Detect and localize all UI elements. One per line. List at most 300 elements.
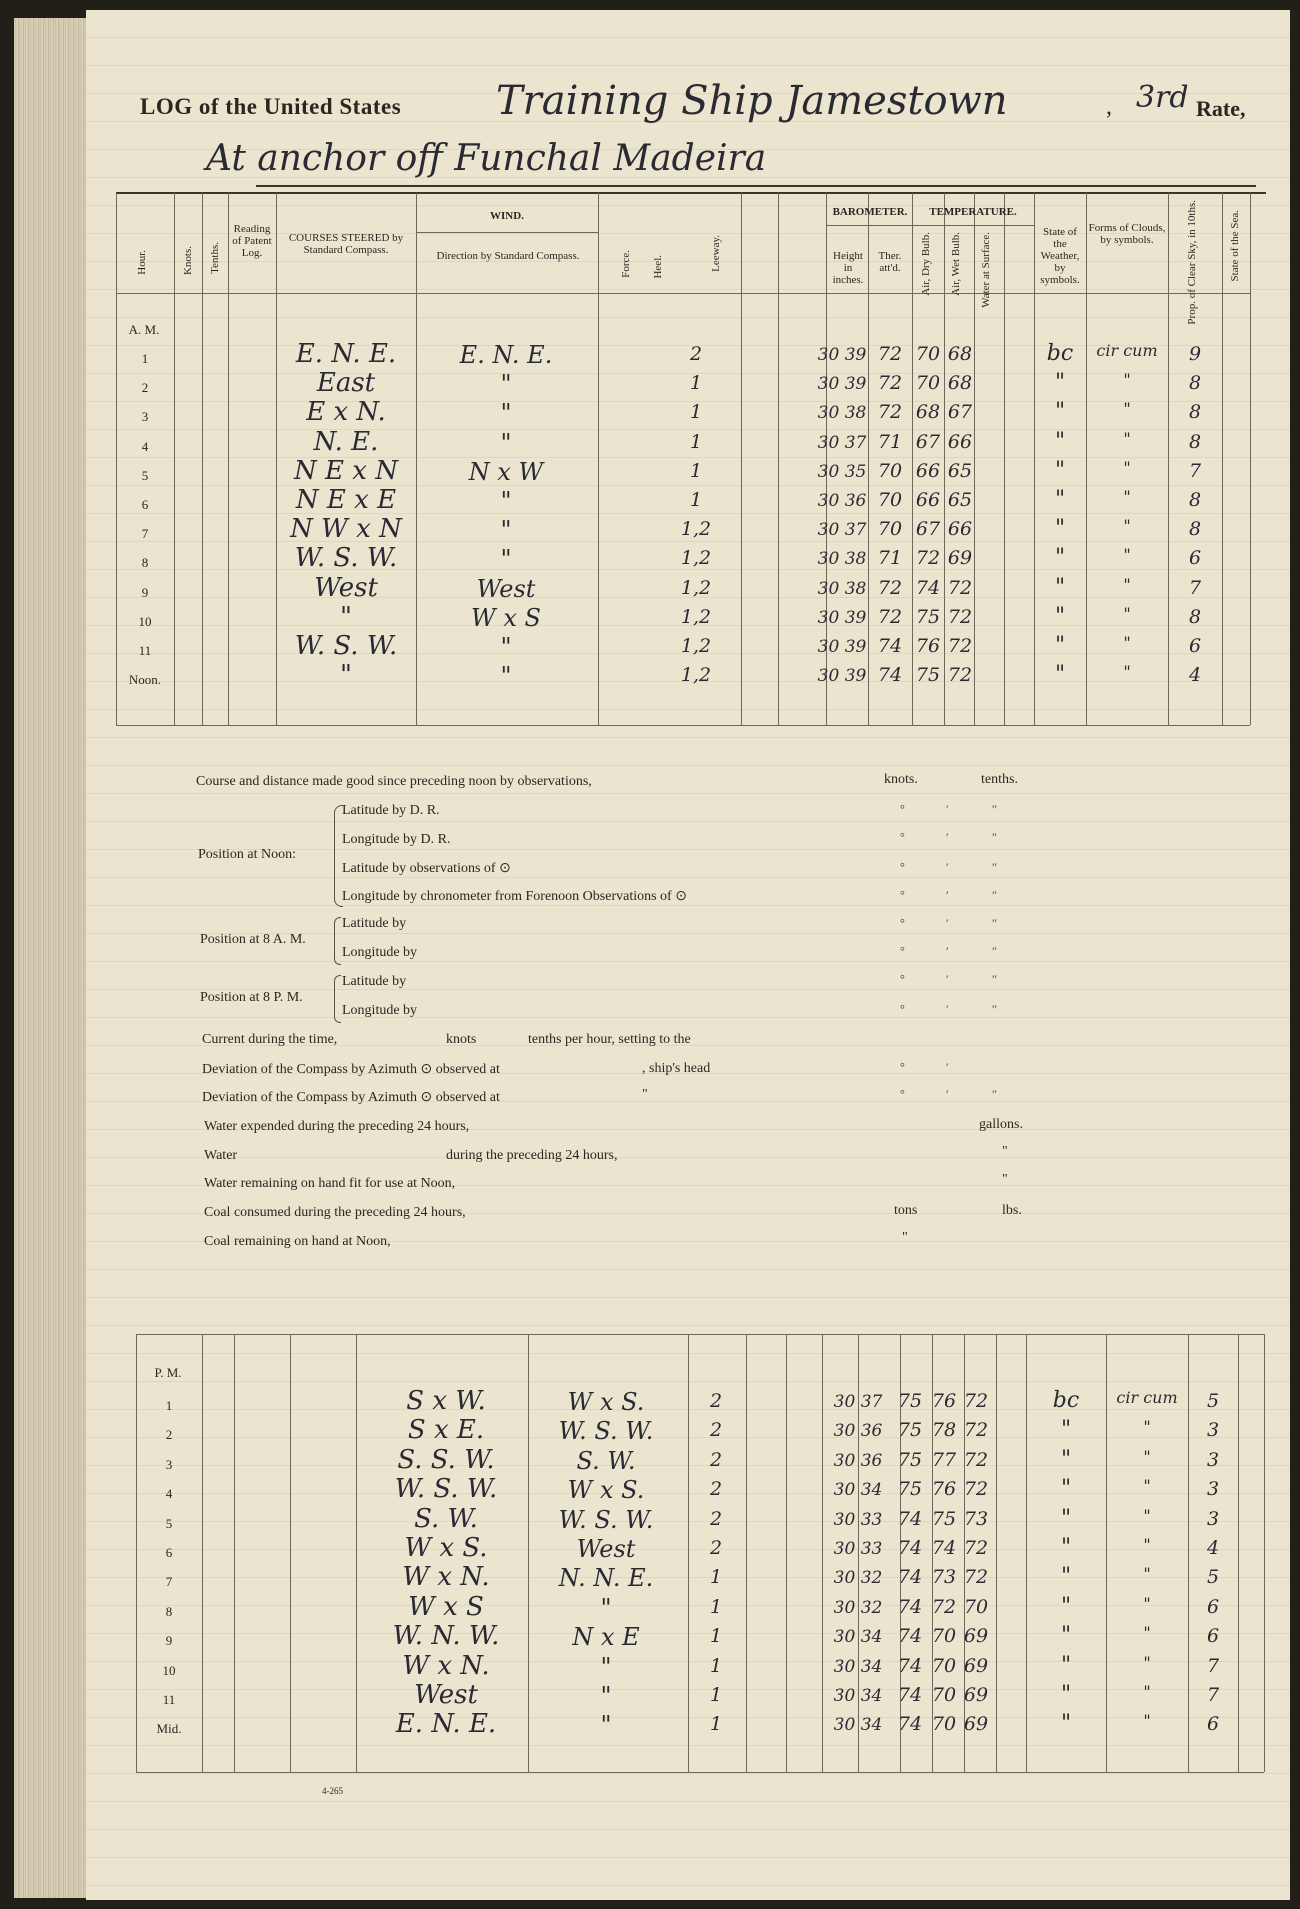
pm-sky: 5: [1206, 1566, 1220, 1588]
hdr-clouds: Forms of Clouds, by symbols.: [1088, 222, 1166, 246]
pm-col-line: [1264, 1334, 1265, 1772]
pm-hour: 3: [165, 1457, 173, 1472]
knots-label: knots.: [884, 772, 918, 787]
min-mark: ′: [946, 972, 949, 986]
pm-wind: N. N. E.: [558, 1564, 654, 1592]
am-weather: ": [1054, 516, 1066, 541]
pm-wind: ": [600, 1653, 612, 1681]
pm-col-line: [356, 1334, 357, 1772]
ditto-water: ": [1002, 1144, 1008, 1159]
am-wet: 65: [947, 460, 973, 482]
am-wet: 66: [947, 518, 973, 540]
pm-dry: 73: [931, 1566, 957, 1588]
am-sky: 7: [1188, 460, 1202, 482]
deg-mark: °: [900, 1087, 905, 1101]
pm-weather: ": [1060, 1623, 1072, 1648]
pm-dry: 70: [931, 1625, 957, 1647]
course-line: Course and distance made good since preceding noon by observations,: [196, 774, 592, 789]
am-height: 30 39: [817, 666, 867, 686]
am-ther: 72: [877, 343, 903, 365]
am-ther: 70: [877, 518, 903, 540]
deg-mark: °: [900, 802, 905, 816]
sec-mark: ″: [992, 860, 997, 874]
current-tenths: tenths per hour, setting to the: [528, 1032, 691, 1047]
am-wet: 66: [947, 431, 973, 453]
pm-col-line: [290, 1334, 291, 1772]
am-height: 30 39: [817, 608, 867, 628]
pm-height: 30 33: [833, 1539, 883, 1559]
pm-wet: 69: [963, 1684, 989, 1706]
am-sky: 8: [1188, 431, 1202, 453]
pm-dry: 70: [931, 1684, 957, 1706]
hdr-tenths: Tenths.: [209, 242, 221, 274]
hdr-courses: COURSES STEERED by Standard Compass.: [288, 232, 404, 256]
pm-clouds: ": [1143, 1682, 1151, 1701]
hdr-heel: Heel.: [652, 255, 664, 279]
pm-clouds: ": [1143, 1653, 1151, 1672]
am-ther: 71: [877, 547, 903, 569]
am-col-line: [1086, 193, 1087, 725]
pm-weather: ": [1060, 1564, 1072, 1589]
hdr-air-wet: Air, Wet Bulb.: [950, 232, 962, 296]
pm-sky: 7: [1206, 1655, 1220, 1677]
pm-course: S. S. W.: [397, 1445, 495, 1475]
am-ther: 72: [877, 577, 903, 599]
pm-sky: 7: [1206, 1684, 1220, 1706]
pm-weather: ": [1060, 1476, 1072, 1501]
pm-force: 2: [709, 1508, 723, 1530]
am-hour: 4: [141, 439, 149, 454]
pm-hour: 1: [165, 1398, 173, 1413]
am-course: N E x E: [295, 485, 397, 515]
baro-sub-rule: [826, 225, 1034, 226]
pm-force: 1: [709, 1684, 723, 1706]
pm-height: 30 34: [833, 1657, 883, 1677]
am-sky: 7: [1188, 577, 1202, 599]
am-force: 1,2: [680, 635, 712, 657]
pm-height: 30 36: [833, 1451, 883, 1471]
min-mark: ′: [946, 916, 949, 930]
am-col-line: [741, 193, 742, 725]
pm-course: S x W.: [406, 1386, 486, 1416]
tenths-label: tenths.: [981, 772, 1018, 787]
pm-hour: 8: [165, 1604, 173, 1619]
pm-height: 30 34: [833, 1627, 883, 1647]
am-force: 1: [689, 460, 703, 482]
am-wet: 68: [947, 343, 973, 365]
pm-hour: Mid.: [156, 1721, 182, 1736]
pm-col-line: [746, 1334, 747, 1772]
am-wind: ": [500, 516, 512, 544]
pm-ther: 75: [897, 1419, 923, 1441]
hdr-height: Height in inches.: [832, 250, 864, 286]
am-hour: 3: [141, 409, 149, 424]
am-course: West: [314, 573, 378, 603]
am-dry: 67: [915, 518, 941, 540]
ditto-coal: ": [902, 1230, 908, 1245]
am-label: A. M.: [128, 322, 160, 337]
pm-course: W. N. W.: [392, 1621, 500, 1651]
am-course: N E x N: [294, 456, 398, 486]
pm-dry: 76: [931, 1390, 957, 1412]
sec-mark: ″: [992, 916, 997, 930]
am-force: 1: [689, 431, 703, 453]
am-sky: 6: [1188, 635, 1202, 657]
pm-ther: 75: [897, 1478, 923, 1500]
am-dry: 72: [915, 547, 941, 569]
am-force: 1,2: [680, 547, 712, 569]
am-sky: 8: [1188, 518, 1202, 540]
pm-col-line: [1238, 1334, 1239, 1772]
pm-wet: 69: [963, 1713, 989, 1735]
position-noon-label: Position at Noon:: [198, 847, 297, 862]
pm-height: 30 32: [833, 1568, 883, 1588]
rate-label: Rate,: [1196, 96, 1246, 121]
am-sky: 8: [1188, 489, 1202, 511]
ships-head: , ship's head: [642, 1061, 711, 1076]
pm-wet: 72: [963, 1537, 989, 1559]
pm-clouds: ": [1143, 1476, 1151, 1495]
pm-ther: 74: [897, 1566, 923, 1588]
am-wind: ": [500, 545, 512, 573]
am-course: East: [316, 368, 376, 398]
pm-clouds: ": [1143, 1506, 1151, 1525]
pm-force: 1: [709, 1596, 723, 1618]
lat-dr: Latitude by D. R.: [342, 803, 440, 818]
am-hour: Noon.: [128, 672, 162, 687]
pm-hour: 4: [165, 1486, 173, 1501]
pm-ther: 74: [897, 1508, 923, 1530]
deg-mark: °: [900, 916, 905, 930]
am-wind: ": [500, 399, 512, 427]
pm-wet: 72: [963, 1390, 989, 1412]
am-weather: ": [1054, 429, 1066, 454]
am-sky: 9: [1188, 343, 1202, 365]
pm-sky: 6: [1206, 1625, 1220, 1647]
deg-mark: °: [900, 830, 905, 844]
pm-wet: 72: [963, 1419, 989, 1441]
am-sky: 8: [1188, 401, 1202, 423]
pm-clouds: cir cum: [1116, 1388, 1178, 1407]
pm-dry: 72: [931, 1596, 957, 1618]
deviation-1: Deviation of the Compass by Azimuth ⊙ observed at: [202, 1062, 500, 1077]
pm-course: S. W.: [414, 1504, 478, 1534]
am-wind: ": [500, 429, 512, 457]
pm-sky: 3: [1206, 1478, 1220, 1500]
log-title: LOG of the United States: [140, 94, 402, 119]
pm-weather: ": [1060, 1447, 1072, 1472]
lat-obs: Latitude by observations of ⊙: [342, 861, 511, 876]
am-force: 1,2: [680, 606, 712, 628]
pm-force: 2: [709, 1419, 723, 1441]
min-mark: ′: [946, 1002, 949, 1016]
am-force: 2: [689, 343, 703, 365]
am-clouds: ": [1123, 633, 1131, 652]
pm-top: [136, 1334, 1264, 1335]
pm-clouds: ": [1143, 1711, 1151, 1730]
am-weather: ": [1054, 545, 1066, 570]
deg-mark: °: [900, 972, 905, 986]
pm-col-line: [202, 1334, 203, 1772]
am-height: 30 37: [817, 433, 867, 453]
hdr-water-surface: Water at Surface.: [980, 232, 992, 308]
am-weather: ": [1054, 370, 1066, 395]
hdr-leeway: Leeway.: [710, 235, 722, 272]
pm-dry: 70: [931, 1655, 957, 1677]
pm-sky: 5: [1206, 1390, 1220, 1412]
hdr-sea: State of the Sea.: [1229, 210, 1241, 282]
am-ther: 74: [877, 635, 903, 657]
hdr-knots: Knots.: [182, 246, 194, 276]
am-col-line: [416, 193, 417, 725]
sec-mark: ″: [992, 1087, 997, 1101]
pm-hour: 9: [165, 1633, 173, 1648]
pm-wind: W x S.: [567, 1388, 645, 1416]
pm-height: 30 36: [833, 1421, 883, 1441]
pm-wind: S. W.: [576, 1447, 636, 1475]
am-bottom: [116, 725, 1250, 726]
am-clouds: ": [1123, 516, 1131, 535]
pm-clouds: ": [1143, 1623, 1151, 1642]
wind-sub-rule: [416, 232, 598, 233]
pm-height: 30 34: [833, 1715, 883, 1735]
water-expended: Water expended during the preceding 24 hours,: [204, 1119, 470, 1134]
pm-height: 30 37: [833, 1392, 883, 1412]
am-col-line: [1034, 193, 1035, 725]
pm-ther: 74: [897, 1684, 923, 1706]
current-knots: knots: [446, 1032, 477, 1047]
sec-mark: ″: [992, 830, 997, 844]
hdr-air-dry: Air, Dry Bulb.: [920, 232, 932, 296]
am-hour: 10: [138, 614, 152, 629]
am-height: 30 38: [817, 549, 867, 569]
lat-by-8pm: Latitude by: [342, 974, 407, 989]
am-weather: ": [1054, 633, 1066, 658]
am-wind: ": [500, 633, 512, 661]
pm-wet: 73: [963, 1508, 989, 1530]
am-ther: 70: [877, 489, 903, 511]
gallons-label: gallons.: [979, 1117, 1023, 1132]
am-weather: ": [1054, 662, 1066, 687]
hdr-force: Force.: [620, 250, 632, 278]
min-mark: ′: [946, 1060, 949, 1074]
am-col-line: [1004, 193, 1005, 725]
pm-hour: 11: [162, 1692, 176, 1707]
am-force: 1,2: [680, 577, 712, 599]
pm-clouds: ": [1143, 1417, 1151, 1436]
am-col-line: [778, 193, 779, 725]
am-height: 30 36: [817, 491, 867, 511]
pm-weather: ": [1060, 1682, 1072, 1707]
am-height: 30 37: [817, 520, 867, 540]
am-wind: ": [500, 662, 512, 690]
pm-sky: 3: [1206, 1419, 1220, 1441]
pm-force: 1: [709, 1625, 723, 1647]
pm-height: 30 34: [833, 1480, 883, 1500]
pm-dry: 75: [931, 1508, 957, 1530]
am-hour: 5: [141, 468, 149, 483]
page-edges: [14, 18, 86, 1898]
am-weather: ": [1054, 604, 1066, 629]
deg-mark: °: [900, 1060, 905, 1074]
pm-hour: 10: [162, 1663, 176, 1678]
am-hour: 6: [141, 497, 149, 512]
am-col-line: [202, 193, 203, 725]
pm-weather: ": [1060, 1594, 1072, 1619]
current-label: Current during the time,: [202, 1032, 338, 1047]
pm-hour: 2: [165, 1427, 173, 1442]
am-course: N W x N: [290, 514, 402, 544]
hdr-wind-dir: Direction by Standard Compass.: [436, 250, 580, 262]
pm-ther: 74: [897, 1596, 923, 1618]
am-hour: 7: [141, 526, 149, 541]
pm-label: P. M.: [154, 1365, 182, 1380]
am-weather: ": [1054, 458, 1066, 483]
am-wet: 72: [947, 606, 973, 628]
long-dr: Longitude by D. R.: [342, 832, 451, 847]
pm-weather: ": [1060, 1653, 1072, 1678]
am-wet: 67: [947, 401, 973, 423]
pm-weather: ": [1060, 1535, 1072, 1560]
pm-ther: 74: [897, 1713, 923, 1735]
am-dry: 74: [915, 577, 941, 599]
am-clouds: ": [1123, 545, 1131, 564]
am-course: N. E.: [313, 427, 379, 457]
am-weather: ": [1054, 575, 1066, 600]
pm-dry: 74: [931, 1537, 957, 1559]
pm-wet: 69: [963, 1655, 989, 1677]
pm-hour: 7: [165, 1574, 173, 1589]
long-by-8am: Longitude by: [342, 945, 418, 960]
am-dry: 68: [915, 401, 941, 423]
pm-ther: 74: [897, 1655, 923, 1677]
pm-col-line: [136, 1334, 137, 1772]
pm-course: W x N.: [402, 1562, 490, 1592]
pm-course: S x E.: [407, 1415, 485, 1445]
am-sky: 4: [1188, 664, 1202, 686]
am-height: 30 39: [817, 345, 867, 365]
water-label: Water: [204, 1148, 238, 1163]
am-dry: 75: [915, 664, 941, 686]
pm-col-line: [688, 1334, 689, 1772]
long-chron: Longitude by chronometer from Forenoon Observations of ⊙: [342, 889, 687, 904]
am-wind: E. N. E.: [459, 341, 553, 369]
pm-dry: 70: [931, 1713, 957, 1735]
ditto-dev2: ": [642, 1087, 648, 1102]
table-top-rule: [116, 192, 1266, 194]
am-hour: 2: [141, 380, 149, 395]
pm-course: E. N. E.: [395, 1709, 497, 1739]
sec-mark: ″: [992, 802, 997, 816]
hdr-barometer: BAROMETER.: [832, 206, 908, 218]
am-wet: 72: [947, 577, 973, 599]
pm-col-line: [996, 1334, 997, 1772]
pm-force: 1: [709, 1655, 723, 1677]
pm-sky: 6: [1206, 1713, 1220, 1735]
am-course: E x N.: [306, 397, 386, 427]
pm-wet: 69: [963, 1625, 989, 1647]
am-col-line: [1222, 193, 1223, 725]
hdr-hour: Hour.: [136, 250, 148, 275]
long-by-8pm: Longitude by: [342, 1003, 418, 1018]
am-height: 30 35: [817, 462, 867, 482]
am-ther: 72: [877, 606, 903, 628]
water-during: during the preceding 24 hours,: [446, 1148, 618, 1163]
am-wet: 68: [947, 372, 973, 394]
pm-dry: 76: [931, 1478, 957, 1500]
am-force: 1,2: [680, 664, 712, 686]
am-wet: 72: [947, 664, 973, 686]
coal-remaining: Coal remaining on hand at Noon,: [204, 1234, 391, 1249]
pm-clouds: ": [1143, 1535, 1151, 1554]
ditto-water2: ": [1002, 1172, 1008, 1187]
pm-sky: 4: [1206, 1537, 1220, 1559]
coal-consumed: Coal consumed during the preceding 24 hours,: [204, 1205, 466, 1220]
am-force: 1: [689, 489, 703, 511]
pm-force: 2: [709, 1478, 723, 1500]
pm-dry: 77: [931, 1449, 957, 1471]
pm-ther: 74: [897, 1625, 923, 1647]
pm-sky: 6: [1206, 1596, 1220, 1618]
rate-number: 3rd: [1136, 80, 1189, 115]
am-ther: 71: [877, 431, 903, 453]
am-weather: bc: [1046, 341, 1074, 366]
brace-8am: [334, 917, 341, 965]
min-mark: ′: [946, 802, 949, 816]
pm-clouds: ": [1143, 1564, 1151, 1583]
am-clouds: ": [1123, 429, 1131, 448]
tons-label: tons: [894, 1203, 918, 1218]
am-clouds: ": [1123, 662, 1131, 681]
hdr-ther: Ther. att'd.: [878, 250, 902, 274]
am-height: 30 38: [817, 579, 867, 599]
pm-course: W x S: [408, 1592, 484, 1622]
pm-hour: 5: [165, 1516, 173, 1531]
deg-mark: °: [900, 944, 905, 958]
hdr-weather: State of the Weather, by symbols.: [1040, 226, 1080, 286]
am-dry: 66: [915, 489, 941, 511]
am-hour: 1: [141, 351, 149, 366]
am-hour: 8: [141, 555, 149, 570]
am-clouds: ": [1123, 604, 1131, 623]
pm-height: 30 34: [833, 1686, 883, 1706]
form-number: 4-265: [322, 1786, 343, 1796]
am-height: 30 38: [817, 403, 867, 423]
lat-by-8am: Latitude by: [342, 916, 407, 931]
ship-name: Training Ship Jamestown: [496, 78, 1008, 124]
am-wind: W x S: [471, 604, 541, 632]
am-force: 1,2: [680, 518, 712, 540]
sec-mark: ″: [992, 888, 997, 902]
pm-course: W. S. W.: [394, 1474, 498, 1504]
am-dry: 75: [915, 606, 941, 628]
sec-mark: ″: [992, 972, 997, 986]
position-8pm-label: Position at 8 P. M.: [200, 990, 303, 1005]
pm-weather: ": [1060, 1506, 1072, 1531]
deviation-2: Deviation of the Compass by Azimuth ⊙ observed at: [202, 1090, 500, 1105]
am-course: ": [340, 602, 352, 632]
pm-weather: bc: [1052, 1388, 1080, 1413]
pm-ther: 75: [897, 1449, 923, 1471]
pm-height: 30 32: [833, 1598, 883, 1618]
pm-wind: W x S.: [567, 1476, 645, 1504]
pm-clouds: ": [1143, 1594, 1151, 1613]
pm-wind: ": [600, 1682, 612, 1710]
am-wind: N x W: [468, 458, 544, 486]
am-wind: ": [500, 487, 512, 515]
pm-col-line: [234, 1334, 235, 1772]
deg-mark: °: [900, 860, 905, 874]
